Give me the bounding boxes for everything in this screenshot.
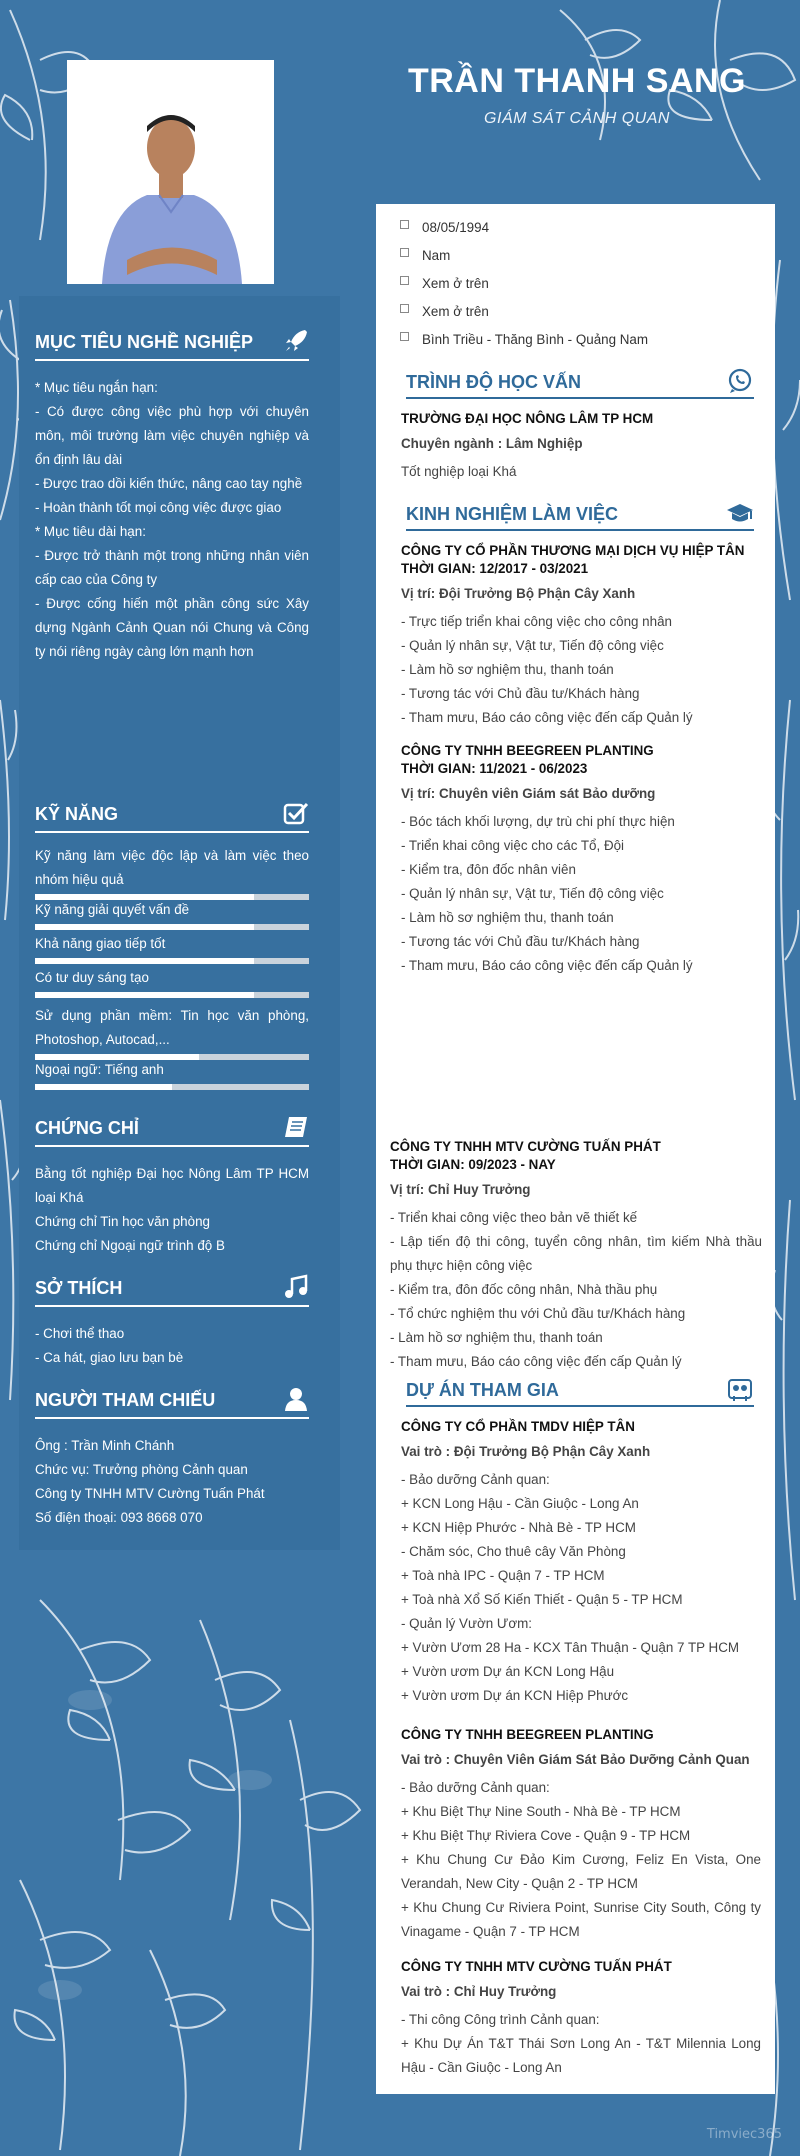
objective-line: - Được trao dồi kiến thức, nâng cao tay nghề [35, 476, 303, 491]
info-text: 08/05/1994 [422, 220, 490, 235]
bullet-checkbox-icon [400, 220, 409, 229]
reference-body [35, 1434, 309, 1530]
rocket-icon [283, 328, 309, 354]
project-company: CÔNG TY CỔ PHẦN TMDV HIỆP TÂN [401, 1419, 635, 1434]
watermark: Timviec365 [706, 2127, 782, 2142]
project-line: - Quản lý Vườn Ươm: [401, 1616, 532, 1631]
objective-line: - Có được công việc phù hợp với chuyên môn, môi trường làm việc chuyên nghiệp và ổn định lâu dài [35, 404, 309, 467]
objective-line: * Mục tiêu ngắn hạn: [35, 380, 158, 395]
project-line: + Vườn Ươm 28 Ha - KCX Tân Thuận - Quận 7 TP HCM [401, 1640, 740, 1655]
experience-heading [406, 504, 754, 531]
task-item: - Triển khai công việc theo bản vẽ thiết kế [390, 1210, 638, 1225]
person-portrait-image [67, 60, 274, 284]
education-heading-text: TRÌNH ĐỘ HỌC VẤN [406, 372, 581, 392]
main-content-card [376, 204, 775, 2094]
experience-heading-text: KINH NGHIỆM LÀM VIỆC [406, 504, 619, 524]
whatsapp-icon [726, 368, 754, 394]
reference-line: Công ty TNHH MTV Cường Tuấn Phát [35, 1486, 265, 1501]
hobbies-heading-text: SỞ THÍCH [35, 1278, 123, 1298]
skill-level-fill [35, 958, 254, 964]
skill-item [35, 932, 309, 964]
skill-item [35, 844, 309, 900]
skill-level-fill [35, 1084, 172, 1090]
certificate-item: Chứng chỉ Ngoại ngữ trình độ B [35, 1238, 225, 1253]
task-item: - Làm hồ sơ nghiệm thu, thanh toán [401, 662, 614, 677]
bullet-checkbox-icon [400, 332, 409, 341]
objective-heading-text: MỤC TIÊU NGHỀ NGHIỆP [35, 332, 254, 352]
person-icon [283, 1386, 309, 1412]
project-line: + Khu Biệt Thự Riviera Cove - Quận 9 - TP HCM [401, 1828, 691, 1843]
reference-line: Ông : Trần Minh Chánh [35, 1438, 175, 1453]
book-icon [283, 1114, 309, 1140]
left-sidebar [19, 296, 340, 1550]
hobby-item: - Chơi thể thao [35, 1326, 125, 1341]
certificates-body [35, 1162, 309, 1258]
checkbox-icon [283, 800, 309, 826]
skill-label: Khả năng giao tiếp tốt [35, 936, 166, 951]
task-item: - Trực tiếp triển khai công việc cho công nhân [401, 614, 672, 629]
task-item: - Tham mưu, Báo cáo công việc đến cấp Quản lý [401, 710, 693, 725]
task-item: - Tham mưu, Báo cáo công việc đến cấp Quản lý [401, 958, 693, 973]
skill-level-fill [35, 924, 254, 930]
graduation-grade: Tốt nghiệp loại Khá [401, 464, 517, 479]
job-time: THỜI GIAN: 11/2021 - 06/2023 [401, 761, 588, 776]
project-line: - Bảo dưỡng Cảnh quan: [401, 1780, 550, 1795]
task-item: - Quản lý nhân sự, Vật tư, Tiến độ công việc [401, 638, 664, 653]
objective-body [35, 376, 309, 664]
project-line: - Bảo dưỡng Cảnh quan: [401, 1472, 550, 1487]
task-item: - Bóc tách khối lượng, dự trù chi phí thực hiện [401, 814, 675, 829]
project-lines [401, 1468, 761, 1708]
skill-level-bar [35, 1084, 309, 1090]
project-role: Vai trò : Chỉ Huy Trưởng [401, 1984, 557, 1999]
info-text: Xem ở trên [422, 276, 489, 291]
task-item: - Quản lý nhân sự, Vật tư, Tiến độ công việc [401, 886, 664, 901]
project-line: + Toà nhà Xổ Số Kiến Thiết - Quận 5 - TP HCM [401, 1592, 683, 1607]
project-lines [401, 1776, 761, 1944]
skill-level-bar [35, 924, 309, 930]
objective-line: - Được trở thành một trong những nhân viên cấp cao của Công ty [35, 548, 309, 587]
task-item: - Làm hồ sơ nghiệm thu, thanh toán [390, 1330, 603, 1345]
bullet-checkbox-icon [400, 248, 409, 257]
task-item: - Triển khai công việc cho các Tổ, Đội [401, 838, 625, 853]
task-item: - Tương tác với Chủ đầu tư/Khách hàng [401, 686, 640, 701]
job-position: Vị trí: Chuyên viên Giám sát Bảo dưỡng [401, 786, 656, 801]
project-line: + Khu Biệt Thự Nine South - Nhà Bè - TP HCM [401, 1804, 681, 1819]
project-line: + KCN Hiệp Phước - Nhà Bè - TP HCM [401, 1520, 636, 1535]
task-item: - Tổ chức nghiệm thu với Chủ đầu tư/Khách hàng [390, 1306, 686, 1321]
skill-item [35, 1058, 309, 1090]
info-text: Bình Triều - Thăng Bình - Quảng Nam [422, 332, 649, 347]
job-position: Vị trí: Chỉ Huy Trưởng [390, 1182, 531, 1197]
bullet-checkbox-icon [400, 276, 409, 285]
project-role: Vai trò : Đội Trưởng Bộ Phận Cây Xanh [401, 1444, 651, 1459]
project-line: + Khu Dự Án T&T Thái Sơn Long An - T&T Milennia Long Hậu - Cần Giuộc - Long An [401, 2036, 761, 2075]
info-text: Xem ở trên [422, 304, 489, 319]
job-company: CÔNG TY TNHH MTV CƯỜNG TUẤN PHÁT [390, 1139, 661, 1154]
skill-label: Có tư duy sáng tạo [35, 970, 149, 985]
project-line: + Vườn ươm Dự án KCN Long Hậu [401, 1664, 615, 1679]
certificate-item: Bằng tốt nghiệp Đại học Nông Lâm TP HCM loại Khá [35, 1166, 309, 1205]
project-lines [401, 2008, 761, 2080]
skill-item [35, 1004, 309, 1060]
task-item: - Làm hồ sơ nghiệm thu, thanh toán [401, 910, 614, 925]
project-line: + Toà nhà IPC - Quận 7 - TP HCM [401, 1568, 605, 1583]
reference-heading-text: NGƯỜI THAM CHIẾU [35, 1390, 216, 1410]
skill-label: Ngoại ngữ: Tiếng anh [35, 1062, 164, 1077]
task-item: - Lập tiến độ thi công, tuyển công nhân, tìm kiếm Nhà thầu phụ thực hiện công việc [390, 1234, 762, 1273]
graduation-cap-icon [726, 500, 754, 526]
profile-photo [67, 60, 274, 284]
candidate-role: GIÁM SÁT CẢNH QUAN [484, 110, 670, 127]
major: Chuyên ngành : Lâm Nghiệp [401, 436, 583, 451]
project-line: + Khu Chung Cư Riviera Point, Sunrise City South, Công ty Vinagame - Quận 7 - TP HCM [401, 1900, 761, 1939]
gamepad-icon [726, 1376, 754, 1402]
hobbies-heading [35, 1278, 309, 1307]
objective-line: - Hoàn thành tốt mọi công việc được giao [35, 500, 282, 515]
skill-label: Kỹ năng giải quyết vấn đề [35, 902, 190, 917]
job-time: THỜI GIAN: 12/2017 - 03/2021 [401, 561, 589, 576]
projects-heading [406, 1380, 754, 1407]
task-item: - Kiểm tra, đôn đốc nhân viên [401, 862, 576, 877]
hobby-item: - Ca hát, giao lưu bạn bè [35, 1350, 184, 1365]
project-line: + Khu Chung Cư Đảo Kim Cương, Feliz En Vista, One Verandah, New City - Quận 2 - TP HCM [401, 1852, 761, 1891]
skills-heading [35, 804, 309, 833]
project-line: + Vườn ươm Dự án KCN Hiệp Phước [401, 1688, 629, 1703]
hobbies-body [35, 1322, 309, 1370]
objective-line: * Mục tiêu dài hạn: [35, 524, 146, 539]
reference-line: Số điện thoại: 093 8668 070 [35, 1510, 203, 1525]
bullet-checkbox-icon [400, 304, 409, 313]
task-item: - Tham mưu, Báo cáo công việc đến cấp Quản lý [390, 1354, 682, 1369]
task-item: - Kiểm tra, đôn đốc công nhân, Nhà thầu phụ [390, 1282, 658, 1297]
certificates-heading [35, 1118, 309, 1147]
skill-level-bar [35, 958, 309, 964]
candidate-name: TRẦN THANH SANG [407, 62, 747, 100]
projects-heading-text: DỰ ÁN THAM GIA [406, 1380, 559, 1400]
music-note-icon [283, 1274, 309, 1300]
skill-item [35, 966, 309, 998]
job-company: CÔNG TY CỔ PHẦN THƯƠNG MẠI DỊCH VỤ HIỆP TÂN [401, 543, 745, 558]
skill-label: Sử dụng phần mềm: Tin học văn phòng, Photoshop, Autocad,... [35, 1008, 309, 1047]
project-line: - Thi công Công trình Cảnh quan: [401, 2012, 600, 2027]
certificates-heading-text: CHỨNG CHỈ [35, 1118, 139, 1138]
reference-line: Chức vụ: Trưởng phòng Cảnh quan [35, 1462, 248, 1477]
project-role: Vai trò : Chuyên Viên Giám Sát Bảo Dưỡng Cảnh Quan [401, 1752, 750, 1767]
skills-heading-text: KỸ NĂNG [35, 804, 119, 824]
info-text: Nam [422, 248, 451, 263]
objective-heading [35, 332, 309, 361]
objective-line: - Được cống hiến một phần công sức Xây dựng Ngành Cảnh Quan nói Chung và Công ty nói riêng ngày càng lớn mạnh hơn [35, 596, 309, 659]
job-tasks [401, 610, 761, 730]
job-tasks [390, 1206, 762, 1374]
skill-label: Kỹ năng làm việc độc lập và làm việc theo nhóm hiệu quả [35, 848, 309, 887]
skill-level-bar [35, 992, 309, 998]
job-tasks [401, 810, 761, 978]
task-item: - Tương tác với Chủ đầu tư/Khách hàng [401, 934, 640, 949]
school-name: TRƯỜNG ĐẠI HỌC NÔNG LÂM TP HCM [401, 411, 654, 426]
job-time: THỜI GIAN: 09/2023 - NAY [390, 1157, 556, 1172]
job-company: CÔNG TY TNHH BEEGREEN PLANTING [401, 743, 654, 758]
education-heading [406, 372, 754, 399]
certificate-item: Chứng chỉ Tin học văn phòng [35, 1214, 210, 1229]
project-line: + KCN Long Hậu - Cần Giuộc - Long An [401, 1496, 639, 1511]
project-company: CÔNG TY TNHH BEEGREEN PLANTING [401, 1727, 654, 1742]
skill-item [35, 898, 309, 930]
reference-heading [35, 1390, 309, 1419]
job-position: Vị trí: Đội Trưởng Bộ Phận Cây Xanh [401, 586, 636, 601]
skill-level-fill [35, 992, 254, 998]
project-company: CÔNG TY TNHH MTV CƯỜNG TUẤN PHÁT [401, 1959, 672, 1974]
project-line: - Chăm sóc, Cho thuê cây Văn Phòng [401, 1544, 626, 1559]
